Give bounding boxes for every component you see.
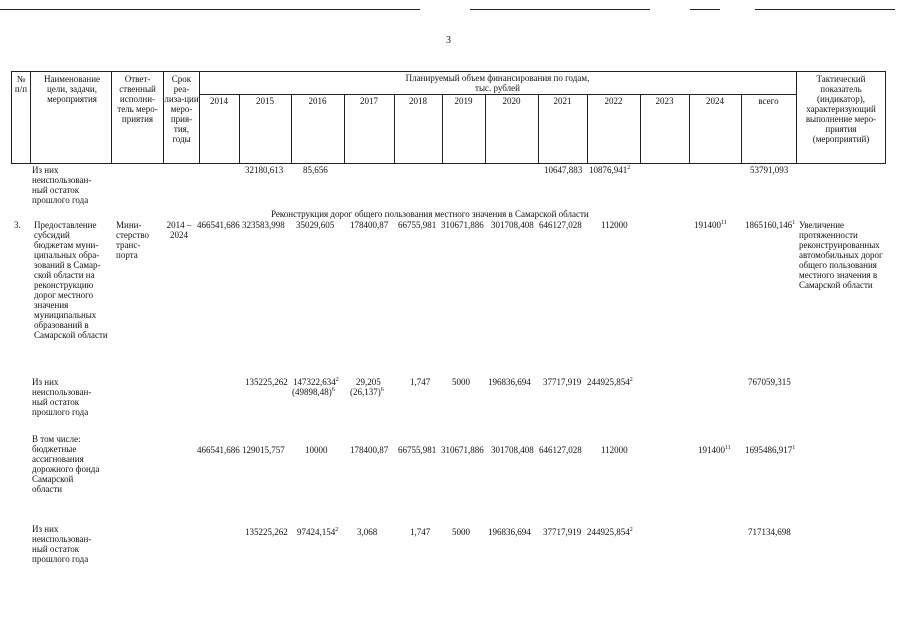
cell-2018: 1,747: [410, 527, 431, 537]
cell-2018: 66755,981: [398, 445, 437, 455]
header-num: № п/п: [14, 74, 28, 94]
cell-2015: 323583,998: [242, 220, 285, 230]
top-rule-right: [690, 9, 720, 10]
cell-2016-note: $(49898,48)^6$: [292, 387, 335, 397]
year-2015: 2015: [256, 96, 274, 106]
header-funding: Планируемый объем финансирования по годам,: [405, 73, 590, 83]
cell-2015: 135225,262: [245, 377, 288, 387]
cell-total: 1695486,917$^1$: [745, 445, 796, 455]
cell-total: 53791,093: [750, 165, 789, 175]
cell-2021: 37717,919: [543, 377, 582, 387]
cell-2022: 10876,941$^2$: [589, 165, 631, 175]
cell-2017-note: $(26,137)^6$: [350, 387, 384, 397]
top-rule-mid: [470, 9, 650, 10]
cell-2014: 466541,686: [197, 445, 240, 455]
cell-2022: 112000: [601, 220, 628, 230]
row-number: 3.: [14, 220, 21, 230]
cell-2021: 646127,028: [539, 220, 582, 230]
cell-2019: 5000: [452, 527, 470, 537]
year-2023: 2023: [655, 96, 674, 106]
year-total: всего: [758, 96, 779, 106]
cell-2022: 244925,854$^2$: [587, 377, 633, 387]
cell-2019: 310671,886: [441, 220, 484, 230]
cell-2016: 85,656: [303, 165, 328, 175]
year-2021: 2021: [553, 96, 572, 106]
cell-2014: 466541,686: [197, 220, 240, 230]
year-2018: 2018: [409, 96, 427, 106]
cell-total: 767059,315: [748, 377, 791, 387]
section-title: Реконструкция дорог общего пользования местного значения в Самарской области: [271, 209, 589, 219]
year-2019: 2019: [454, 96, 473, 106]
cell-2021: 646127,028: [539, 445, 582, 455]
year-2022: 2022: [604, 96, 623, 106]
cell-total: 1865160,146$^1$: [745, 220, 796, 230]
header-responsible: Ответ-ственный исполни-тель меро-приятия: [117, 74, 158, 124]
row-label: В том числе: бюджетные ассигнования дорожного фонда Самарской области: [32, 434, 100, 494]
cell-2015: 32180,613: [245, 165, 284, 175]
year-2017: 2017: [360, 96, 378, 106]
cell-2024: 191400$^{11}$: [698, 445, 731, 455]
year-2024: 2024: [706, 96, 724, 106]
cell-2022: 112000: [601, 445, 628, 455]
top-rule-left: [0, 9, 420, 10]
cell-2020: 196836,694: [488, 527, 531, 537]
top-rule-far-right: [755, 9, 895, 10]
row-term: 2014 – 2024: [166, 220, 192, 240]
cell-2020: 301708,408: [491, 220, 534, 230]
header-funding-unit: тыс. рублей: [475, 83, 520, 93]
header-name: Наименование цели, задачи, мероприятия: [43, 74, 101, 104]
cell-2017: 178400,87: [350, 445, 389, 455]
cell-2021: 10647,883: [544, 165, 583, 175]
cell-2021: 37717,919: [543, 527, 582, 537]
row-responsible: Мини-стерство транс-порта: [116, 220, 150, 260]
cell-2020: 196836,694: [488, 377, 531, 387]
row-indicator: Увеличение протяженности реконструированных автомобильных дорог общего пользования местного значения в Самарской области: [799, 220, 883, 290]
cell-2016: 147322,634$^2$: [293, 377, 339, 387]
cell-2015: 129015,757: [242, 445, 285, 455]
cell-2017: 178400,87: [350, 220, 389, 230]
page-number: 3: [446, 35, 451, 46]
row-label: Из них неиспользован-ный остаток прошлого года: [32, 377, 92, 417]
cell-2019: 310671,886: [441, 445, 484, 455]
row-label: Из них неиспользован-ный остаток прошлого года: [32, 165, 92, 205]
cell-2017: 3,068: [357, 527, 378, 537]
header-term: Срок реа-лиза-ции меро-прия-тия, годы: [164, 74, 199, 144]
year-2016: 2016: [308, 96, 327, 106]
cell-2022: 244925,854$^2$: [587, 527, 633, 537]
year-2014: 2014: [210, 96, 228, 106]
cell-2016: 10000: [305, 445, 328, 455]
row-label: Предоставление субсидий бюджетам муни-ципальных обра-зований в Самар-ской области на реконструкцию дорог местного значения муниципальных образований в Самарской области: [34, 220, 108, 340]
cell-2019: 5000: [452, 377, 470, 387]
year-2020: 2020: [502, 96, 521, 106]
cell-2016: 35029,605: [296, 220, 335, 230]
cell-2015: 135225,262: [245, 527, 288, 537]
cell-2017: 29,205: [356, 377, 381, 387]
cell-2016: 97424,154$^2$: [297, 527, 339, 537]
cell-2018: 1,747: [410, 377, 431, 387]
cell-2018: 66755,981: [398, 220, 437, 230]
row-label: Из них неиспользован-ный остаток прошлого года: [32, 524, 92, 564]
header-indicator: Тактический показатель (индикатор), характеризующий выполнение меро-приятия (мероприятий): [805, 74, 877, 144]
cell-2024: 191400$^{11}$: [694, 220, 727, 230]
cell-2020: 301708,408: [491, 445, 534, 455]
cell-total: 717134,698: [748, 527, 791, 537]
